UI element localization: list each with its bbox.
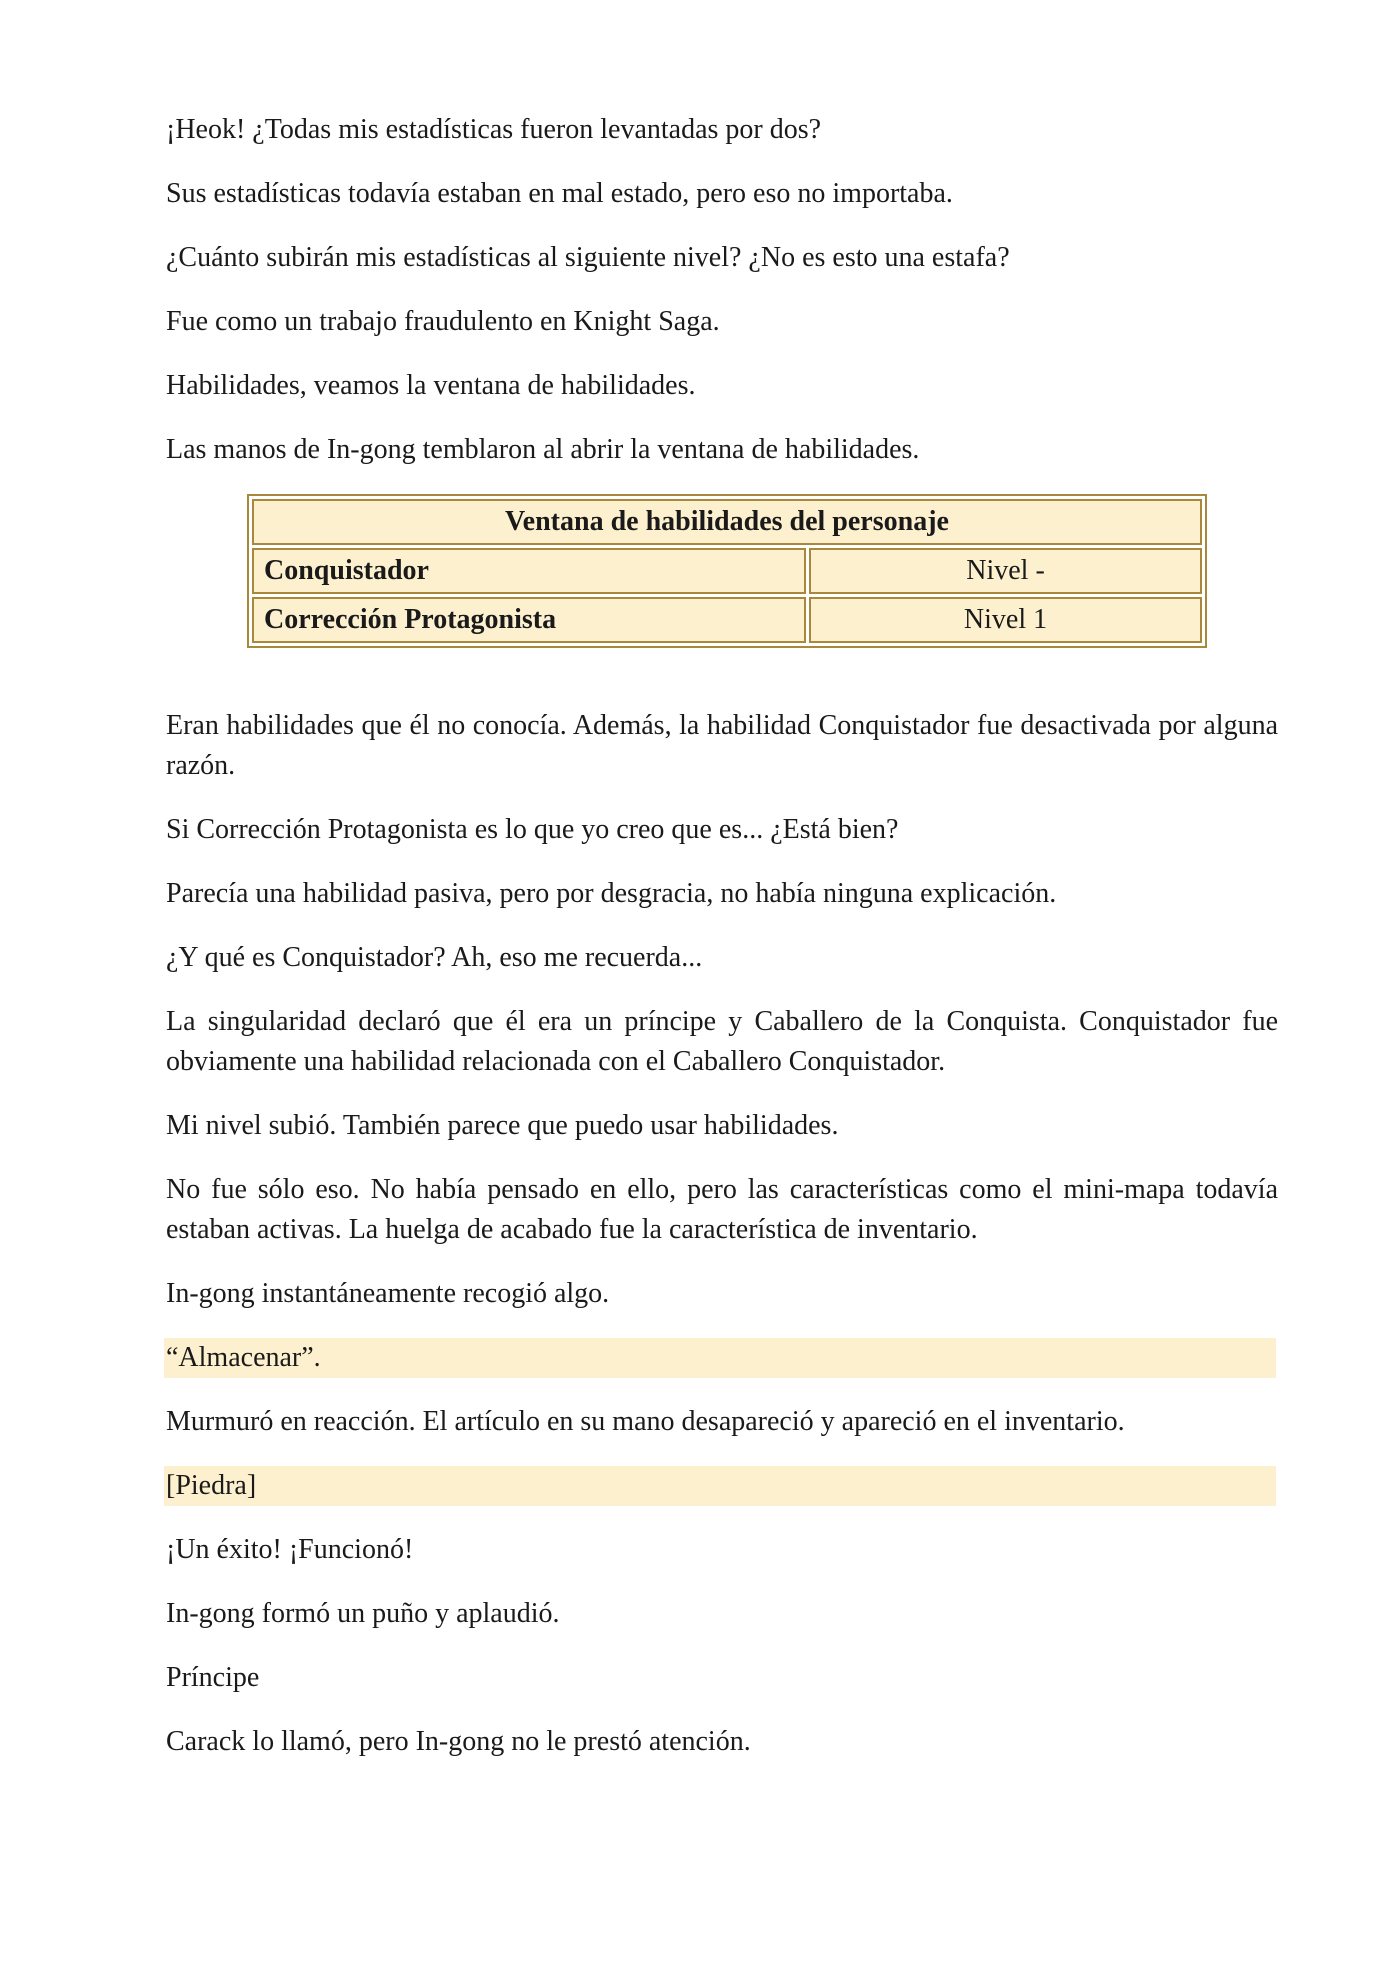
skill-name: Corrección Protagonista <box>252 597 806 643</box>
paragraph: Parecía una habilidad pasiva, pero por desgracia, no había ninguna explicación. <box>166 878 1057 909</box>
paragraph: Las manos de In-gong temblaron al abrir la ventana de habilidades. <box>166 434 920 465</box>
paragraph: ¡Un éxito! ¡Funcionó! <box>166 1534 414 1565</box>
skills-table <box>247 494 1207 648</box>
paragraph: Fue como un trabajo fraudulento en Knight Saga. <box>166 306 720 337</box>
paragraph: ¿Y qué es Conquistador? Ah, eso me recuerda... <box>166 942 703 973</box>
paragraph: Habilidades, veamos la ventana de habilidades. <box>166 370 696 401</box>
skills-window <box>166 494 1278 648</box>
paragraph: Sus estadísticas todavía estaban en mal estado, pero eso no importaba. <box>166 178 953 209</box>
skill-level: Nivel - <box>809 548 1202 594</box>
highlighted-system-message: [Piedra] <box>164 1466 1276 1506</box>
paragraph: No fue sólo eso. No había pensado en ello, pero las características como el mini-mapa todavía estaban activas. La huelga de acabado fue la característica de inventario. <box>166 1174 1278 1245</box>
paragraph: Si Corrección Protagonista es lo que yo creo que es... ¿Está bien? <box>166 814 899 845</box>
skills-table-title: Ventana de habilidades del personaje <box>252 499 1202 545</box>
table-row <box>252 548 1202 594</box>
table-row <box>252 597 1202 643</box>
paragraph: Murmuró en reacción. El artículo en su mano desapareció y apareció en el inventario. <box>166 1406 1125 1437</box>
highlighted-dialogue: “Almacenar”. <box>164 1338 1276 1378</box>
paragraph: Mi nivel subió. También parece que puedo usar habilidades. <box>166 1110 839 1141</box>
skill-level: Nivel 1 <box>809 597 1202 643</box>
document-page <box>166 110 1278 1786</box>
paragraph: Príncipe <box>166 1662 260 1693</box>
paragraph: In-gong instantáneamente recogió algo. <box>166 1278 610 1309</box>
paragraph: ¡Heok! ¿Todas mis estadísticas fueron levantadas por dos? <box>166 114 822 145</box>
paragraph: In-gong formó un puño y aplaudió. <box>166 1598 560 1629</box>
paragraph: Eran habilidades que él no conocía. Además, la habilidad Conquistador fue desactivada por alguna razón. <box>166 710 1278 781</box>
paragraph: ¿Cuánto subirán mis estadísticas al siguiente nivel? ¿No es esto una estafa? <box>166 242 1010 273</box>
paragraph: La singularidad declaró que él era un príncipe y Caballero de la Conquista. Conquistador fue obviamente una habilidad relacionada con el Caballero Conquistador. <box>166 1006 1278 1077</box>
skill-name: Conquistador <box>252 548 806 594</box>
paragraph: Carack lo llamó, pero In-gong no le prestó atención. <box>166 1726 751 1757</box>
